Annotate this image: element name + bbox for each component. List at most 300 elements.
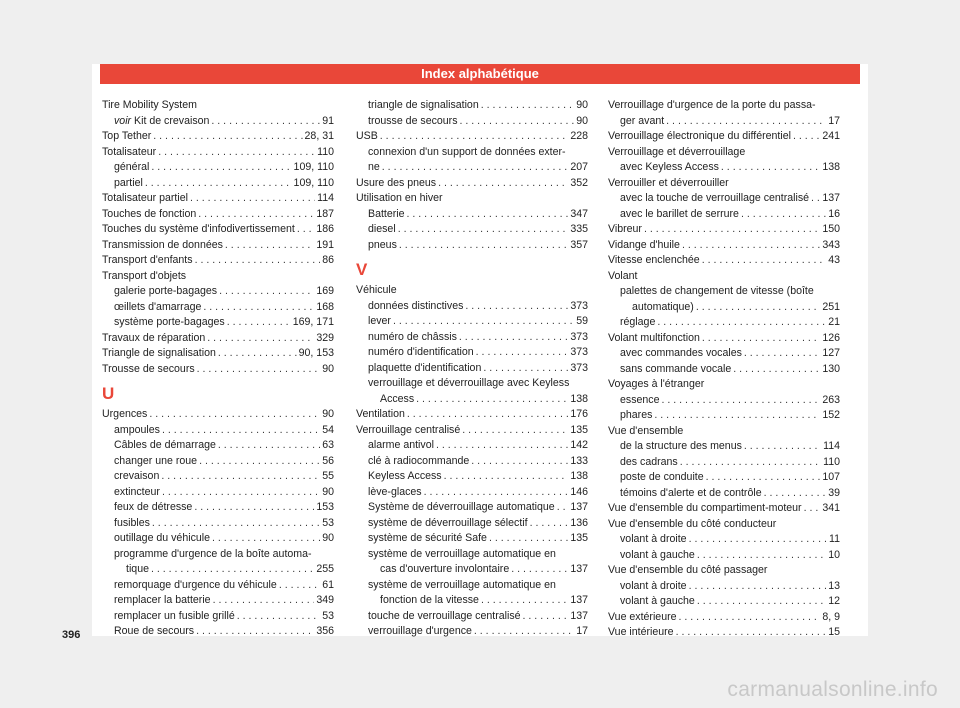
entry-page-ref[interactable]: 130: [822, 362, 840, 375]
dot-leader: [219, 284, 314, 300]
index-entry: [608, 207, 840, 223]
index-entry: [356, 361, 588, 377]
index-entry: [356, 207, 588, 223]
entry-term: voir Kit de crevaison: [114, 114, 210, 127]
entry-term: pneus: [368, 238, 397, 251]
dot-leader: [459, 330, 568, 346]
entry-term: automatique): [632, 300, 694, 313]
index-heading-entry: Voyages à l'étranger: [608, 378, 705, 390]
dot-leader: [399, 238, 568, 254]
index-entry: [608, 222, 840, 238]
entry-page-ref[interactable]: 168: [316, 300, 334, 313]
entry-page-ref[interactable]: 55: [322, 470, 334, 482]
entry-term: Ventilation: [356, 408, 405, 420]
entry-page-ref[interactable]: 356: [316, 625, 334, 637]
entry-page-ref[interactable]: 137: [570, 609, 588, 622]
index-entry: [102, 562, 334, 578]
dot-leader: [145, 176, 292, 192]
entry-term: avec commandes vocales: [620, 347, 742, 359]
entry-term: système de sécurité Safe: [368, 532, 487, 544]
entry-term: Système de déverrouillage automatique: [368, 501, 555, 513]
entry-page-ref[interactable]: 137: [570, 501, 588, 513]
dot-leader: [481, 593, 568, 609]
index-entry: [102, 114, 334, 130]
entry-page-ref[interactable]: 347: [570, 207, 588, 220]
entry-page-ref[interactable]: 136: [570, 516, 588, 529]
dot-leader: [424, 485, 569, 501]
index-entry: [102, 346, 334, 362]
entry-page-ref[interactable]: 39: [828, 486, 840, 499]
entry-page-ref[interactable]: 153: [316, 501, 334, 513]
entry-page-ref[interactable]: 90: [322, 408, 334, 420]
entry-term: fusibles: [114, 516, 150, 529]
index-entry: [608, 501, 840, 517]
entry-term: remplacer un fusible grillé: [114, 609, 235, 622]
dot-leader: [530, 516, 569, 532]
entry-page-ref[interactable]: 191: [316, 238, 334, 251]
index-entry: [102, 362, 334, 378]
dot-leader: [213, 593, 315, 609]
entry-page-ref[interactable]: 255: [316, 563, 334, 575]
index-entry: [356, 314, 588, 330]
index-entry: [356, 114, 588, 130]
dot-leader: [407, 207, 569, 223]
dot-leader: [764, 486, 827, 502]
entry-page-ref[interactable]: 142: [570, 439, 588, 451]
index-heading-entry: connexion d'un support de données exter-: [368, 145, 566, 158]
entry-term: Câbles de démarrage: [114, 439, 216, 451]
entry-term: cas d'ouverture involontaire: [380, 563, 510, 575]
index-entry: [102, 609, 334, 625]
index-entry: [608, 238, 840, 254]
dot-leader: [481, 98, 574, 114]
entry-term: système porte-bagages: [114, 316, 225, 328]
entry-page-ref[interactable]: 114: [317, 192, 334, 204]
entry-page-ref[interactable]: 54: [322, 423, 334, 436]
index-entry: [356, 624, 588, 640]
entry-page-ref[interactable]: 152: [822, 409, 840, 421]
entry-page-ref[interactable]: 114: [823, 440, 840, 452]
entry-term: feux de détresse: [114, 501, 193, 513]
page-number: 396: [62, 629, 81, 641]
index-column-2: [356, 98, 588, 640]
index-heading-entry: Véhicule: [356, 284, 397, 296]
dot-leader: [162, 423, 320, 439]
index-heading-entry: palettes de changement de vitesse (boîte: [620, 285, 814, 297]
index-entry: [608, 408, 840, 424]
index-entry: [356, 423, 588, 439]
dot-leader: [158, 145, 315, 161]
index-entry: [356, 500, 588, 516]
entry-page-ref[interactable]: 90: [322, 485, 334, 498]
index-entry: [102, 531, 334, 547]
entry-page-ref[interactable]: 11: [829, 533, 840, 545]
entry-page-ref[interactable]: 263: [822, 393, 840, 406]
dot-leader: [471, 454, 568, 470]
entry-term: remorquage d'urgence du véhicule: [114, 578, 277, 591]
entry-term: ger avant: [620, 114, 665, 127]
dot-leader: [198, 207, 314, 223]
entry-term: Vitesse enclenchée: [608, 254, 700, 266]
entry-page-ref[interactable]: 17: [576, 625, 588, 637]
entry-page-ref[interactable]: 15: [828, 626, 840, 638]
entry-term: partiel: [114, 176, 143, 189]
index-entry: [608, 191, 840, 207]
dot-leader: [679, 610, 821, 626]
entry-term: lever: [368, 315, 391, 327]
index-heading-entry: Vue d'ensemble: [608, 424, 684, 437]
index-heading-entry: Verrouillage et déverrouillage: [608, 145, 746, 158]
index-entry: [102, 500, 334, 516]
index-heading-entry: Verrouillage d'urgence de la porte du passa-: [608, 99, 816, 111]
index-entry: [102, 253, 334, 269]
entry-page-ref[interactable]: 135: [570, 532, 588, 544]
dot-leader: [436, 438, 568, 454]
entry-term: Roue de secours: [114, 625, 195, 637]
entry-page-ref[interactable]: 17: [828, 114, 840, 127]
dot-leader: [227, 315, 291, 331]
entry-term: ampoules: [114, 423, 160, 436]
index-entry: [102, 176, 334, 192]
entry-page-ref[interactable]: 13: [828, 579, 840, 592]
index-heading-entry: Transport d'objets: [102, 269, 187, 282]
dot-leader: [702, 331, 820, 347]
dot-leader: [153, 129, 302, 145]
entry-page-ref[interactable]: 187: [316, 207, 334, 220]
entry-page-ref[interactable]: 207: [570, 161, 588, 173]
index-entry: [608, 579, 840, 595]
entry-term: crevaison: [114, 470, 160, 482]
index-entry: [608, 455, 840, 471]
entry-term: volant à gauche: [620, 595, 695, 607]
index-heading-entry: Volant: [608, 269, 638, 282]
dot-leader: [152, 516, 320, 532]
dot-leader: [194, 500, 314, 516]
entry-page-ref[interactable]: 169: [316, 285, 334, 297]
entry-term: avec le barillet de serrure: [620, 207, 739, 220]
dot-leader: [212, 531, 320, 547]
entry-page-ref[interactable]: 228: [570, 130, 588, 142]
entry-term: tique: [126, 563, 149, 575]
dot-leader: [511, 562, 568, 578]
entry-term: Travaux de réparation: [102, 331, 206, 344]
index-entry: [608, 114, 840, 130]
dot-leader: [483, 361, 568, 377]
index-entry: [356, 593, 588, 609]
index-heading-entry: programme d'urgence de la boîte automa-: [114, 547, 312, 560]
dot-leader: [197, 362, 321, 378]
dot-leader: [196, 624, 314, 640]
entry-page-ref[interactable]: 343: [822, 238, 840, 251]
index-entry: [102, 300, 334, 316]
entry-term: Vue intérieure: [608, 626, 674, 638]
entry-term: phares: [620, 409, 653, 421]
entry-page-ref[interactable]: 12: [828, 595, 840, 607]
entry-page-ref[interactable]: 90: [576, 99, 588, 111]
entry-term: Verrouillage électronique du différentiel: [608, 130, 791, 142]
index-entry: [608, 300, 840, 316]
entry-term: général: [114, 161, 150, 173]
index-entry: [102, 516, 334, 532]
dot-leader: [195, 253, 321, 269]
entry-page-ref[interactable]: 186: [316, 223, 334, 235]
index-entry: [102, 438, 334, 454]
index-heading-entry: système de verrouillage automatique en: [368, 547, 556, 560]
index-heading-entry: Vue d'ensemble du côté conducteur: [608, 517, 777, 530]
entry-term: poste de conduite: [620, 471, 704, 483]
entry-term: galerie porte-bagages: [114, 285, 218, 297]
dot-leader: [706, 470, 821, 486]
index-column-3: [608, 98, 840, 641]
entry-page-ref[interactable]: 16: [828, 207, 840, 220]
entry-term: Touches du système d'infodivertissement: [102, 223, 295, 235]
entry-term: Triangle de signalisation: [102, 347, 216, 359]
dot-leader: [218, 346, 297, 362]
entry-term: numéro d'identification: [368, 346, 474, 358]
entry-term: essence: [620, 393, 660, 406]
entry-page-ref[interactable]: 109, 110: [293, 176, 334, 189]
index-heading-entry: verrouillage et déverrouillage avec Keyless: [368, 377, 570, 389]
index-entry: [608, 548, 840, 564]
dot-leader: [557, 500, 569, 516]
index-column-1: [102, 98, 334, 640]
index-entry: [356, 562, 588, 578]
entry-term: numéro de châssis: [368, 330, 457, 343]
index-entry: [356, 485, 588, 501]
index-entry: [608, 610, 840, 626]
dot-leader: [666, 114, 826, 130]
index-heading-entry: Verrouiller et déverrouiller: [608, 176, 729, 189]
entry-page-ref[interactable]: 137: [570, 563, 588, 575]
index-entry: [608, 532, 840, 548]
index-entry: [102, 423, 334, 439]
index-entry: [102, 238, 334, 254]
dot-leader: [151, 160, 291, 176]
entry-term: volant à droite: [620, 533, 687, 545]
dot-leader: [689, 532, 827, 548]
index-entry: [356, 345, 588, 361]
entry-page-ref[interactable]: 109, 110: [293, 161, 334, 173]
dot-leader: [676, 625, 827, 641]
dot-leader: [237, 609, 320, 625]
index-entry: [608, 331, 840, 347]
dot-leader: [793, 129, 820, 145]
index-entry: [356, 469, 588, 485]
entry-page-ref[interactable]: 357: [570, 238, 588, 251]
dot-leader: [211, 114, 320, 130]
entry-page-ref[interactable]: 138: [570, 470, 588, 482]
index-entry: [356, 129, 588, 145]
entry-page-ref[interactable]: 373: [570, 330, 588, 343]
entry-term: Urgences: [102, 408, 148, 420]
dot-leader: [279, 578, 320, 594]
dot-leader: [682, 238, 820, 254]
entry-page-ref[interactable]: 110: [823, 455, 840, 468]
entry-page-ref[interactable]: 59: [576, 315, 588, 327]
index-entry: [356, 176, 588, 192]
entry-term: fonction de la vitesse: [380, 594, 479, 606]
entry-page-ref[interactable]: 86: [322, 254, 334, 266]
entry-term: Totalisateur: [102, 145, 157, 158]
dot-leader: [444, 469, 569, 485]
dot-leader: [654, 408, 820, 424]
entry-term: verrouillage d'urgence: [368, 625, 472, 637]
entry-page-ref[interactable]: 146: [570, 485, 588, 498]
dot-leader: [407, 407, 568, 423]
dot-leader: [697, 594, 826, 610]
index-entry: [102, 469, 334, 485]
dot-leader: [203, 300, 314, 316]
entry-term: triangle de signalisation: [368, 99, 479, 111]
index-entry: [356, 407, 588, 423]
entry-term: Batterie: [368, 207, 405, 220]
dot-leader: [804, 501, 821, 517]
index-entry: [608, 346, 840, 362]
dot-leader: [721, 160, 820, 176]
index-entry: [102, 284, 334, 300]
entry-page-ref[interactable]: 335: [570, 223, 588, 235]
entry-page-ref[interactable]: 127: [822, 347, 840, 359]
dot-leader: [161, 469, 320, 485]
dot-leader: [702, 253, 827, 269]
entry-page-ref[interactable]: 90, 153: [298, 347, 334, 359]
entry-page-ref[interactable]: 8, 9: [822, 610, 840, 623]
index-entry: [102, 485, 334, 501]
entry-term: Top Tether: [102, 130, 152, 142]
entry-page-ref[interactable]: 10: [828, 548, 840, 561]
entry-term: volant à droite: [620, 579, 687, 592]
index-entry: [102, 331, 334, 347]
entry-page-ref[interactable]: 138: [822, 161, 840, 173]
dot-leader: [489, 531, 568, 547]
entry-term: plaquette d'identification: [368, 361, 482, 374]
dot-leader: [661, 393, 820, 409]
entry-page-ref[interactable]: 341: [822, 502, 840, 514]
entry-term: Transmission de données: [102, 238, 223, 251]
index-entry: [608, 129, 840, 145]
index-entry: [102, 207, 334, 223]
entry-page-ref[interactable]: 135: [570, 423, 588, 436]
dot-leader: [199, 454, 320, 470]
entry-page-ref[interactable]: 56: [322, 454, 334, 467]
entry-page-ref[interactable]: 61: [322, 578, 334, 591]
entry-page-ref[interactable]: 90: [576, 114, 588, 127]
index-entry: [356, 98, 588, 114]
entry-page-ref[interactable]: 107: [822, 471, 840, 483]
entry-page-ref[interactable]: 373: [570, 361, 588, 374]
entry-page-ref[interactable]: 329: [316, 331, 334, 344]
dot-leader: [297, 222, 315, 238]
entry-page-ref[interactable]: 352: [570, 176, 588, 189]
index-letter-heading: V: [356, 260, 368, 279]
index-heading-entry: Tire Mobility System: [102, 99, 197, 111]
index-entry: [356, 609, 588, 625]
entry-page-ref[interactable]: 90: [322, 362, 334, 375]
entry-page-ref[interactable]: 90: [322, 532, 334, 544]
entry-page-ref[interactable]: 43: [828, 254, 840, 266]
entry-term: extincteur: [114, 485, 160, 498]
dot-leader: [382, 160, 569, 176]
entry-page-ref[interactable]: 373: [570, 346, 588, 358]
entry-page-ref[interactable]: 126: [822, 331, 840, 344]
entry-term: Usure des pneus: [356, 176, 437, 189]
dot-leader: [460, 114, 575, 130]
entry-page-ref[interactable]: 110: [317, 145, 334, 158]
entry-page-ref[interactable]: 63: [322, 439, 334, 451]
entry-term: sans commande vocale: [620, 362, 732, 375]
dot-leader: [733, 362, 820, 378]
entry-page-ref[interactable]: 176: [570, 408, 588, 420]
entry-page-ref[interactable]: 373: [570, 299, 588, 312]
entry-term: témoins d'alerte et de contrôle: [620, 486, 762, 499]
index-entry: [608, 362, 840, 378]
entry-term: changer une roue: [114, 454, 198, 467]
entry-page-ref[interactable]: 169, 171: [292, 316, 334, 328]
entry-term: Vibreur: [608, 223, 642, 235]
index-entry: [356, 222, 588, 238]
entry-page-ref[interactable]: 349: [316, 594, 334, 606]
index-entry: [608, 160, 840, 176]
entry-page-ref[interactable]: 138: [570, 392, 588, 405]
dot-leader: [207, 331, 314, 347]
entry-term: Touches de fonction: [102, 207, 197, 220]
entry-page-ref[interactable]: 137: [570, 594, 588, 606]
entry-term: alarme antivol: [368, 439, 434, 451]
entry-page-ref[interactable]: 53: [322, 516, 334, 529]
index-entry: [608, 594, 840, 610]
entry-page-ref[interactable]: 91: [322, 114, 334, 127]
index-entry: [608, 625, 840, 641]
index-entry: [102, 578, 334, 594]
dot-leader: [151, 562, 314, 578]
entry-page-ref[interactable]: 150: [822, 223, 840, 235]
index-entry: [356, 299, 588, 315]
dot-leader: [225, 238, 314, 254]
dot-leader: [438, 176, 568, 192]
entry-page-ref[interactable]: 53: [322, 609, 334, 622]
index-entry: [356, 160, 588, 176]
dot-leader: [696, 300, 820, 316]
entry-term: système de déverrouillage sélectif: [368, 516, 528, 529]
entry-page-ref[interactable]: 28, 31: [304, 130, 334, 142]
dot-leader: [462, 423, 568, 439]
dot-leader: [380, 129, 569, 145]
index-entry: [356, 454, 588, 470]
index-entry: [356, 438, 588, 454]
index-entry: [356, 531, 588, 547]
dot-leader: [465, 299, 568, 315]
dot-leader: [744, 439, 821, 455]
entry-page-ref[interactable]: 251: [822, 300, 840, 313]
index-entry: [102, 624, 334, 640]
entry-page-ref[interactable]: 133: [570, 454, 588, 467]
index-entry: [356, 238, 588, 254]
dot-leader: [741, 207, 826, 223]
entry-term: Vue d'ensemble du compartiment-moteur: [608, 502, 802, 514]
entry-page-ref[interactable]: 21: [828, 316, 840, 328]
dot-leader: [811, 191, 820, 207]
dot-leader: [149, 407, 320, 423]
index-entry: [102, 222, 334, 238]
entry-page-ref[interactable]: 137: [822, 192, 840, 204]
dot-leader: [680, 455, 821, 471]
dot-leader: [162, 485, 320, 501]
entry-term: avec Keyless Access: [620, 161, 719, 173]
entry-term: Access: [380, 392, 415, 405]
dot-leader: [416, 392, 568, 408]
entry-term: Keyless Access: [368, 470, 442, 482]
entry-page-ref[interactable]: 241: [822, 130, 840, 142]
